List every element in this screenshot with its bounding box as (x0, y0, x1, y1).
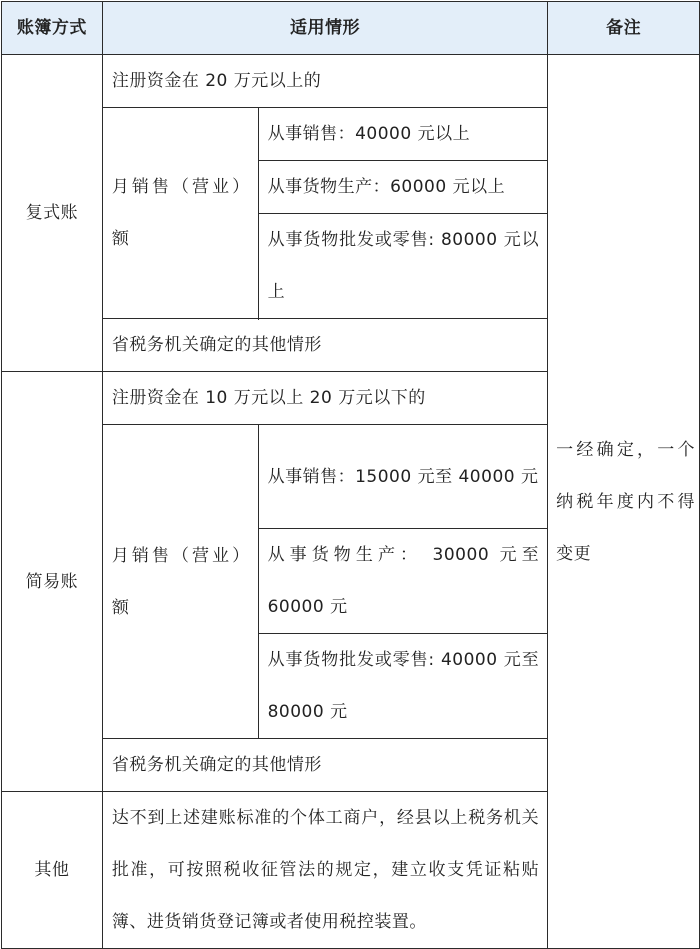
other-label: 其他 (2, 792, 103, 949)
remark-cell: 一经确定，一个纳税年度内不得变更 (548, 55, 700, 949)
header-remark: 备注 (548, 2, 700, 55)
simplified-wholesale-row: 从事货物批发或零售: 40000 元至 80000 元 (258, 634, 548, 739)
simplified-capital: 注册资金在 10 万元以上 20 万元以下的 (102, 372, 547, 425)
simplified-production-row: 从事货物生产： 30000 元至 60000 元 (258, 529, 548, 634)
simplified-sales-label: 月销售（营业）额 (102, 425, 258, 739)
other-text: 达不到上述建账标准的个体工商户，经县以上税务机关批准，可按照税收征管法的规定，建立收支凭证粘贴簿、进货销货登记簿或者使用税控装置。 (102, 792, 547, 949)
simplified-sales-row: 从事销售：15000 元至 40000 元 (258, 425, 548, 529)
double-entry-sales-row: 从事销售：40000 元以上 (258, 108, 548, 161)
header-bookkeeping-method: 账簿方式 (2, 2, 103, 55)
simplified-other: 省税务机关确定的其他情形 (102, 739, 547, 792)
header-row (2, 2, 700, 55)
double-entry-sales-label: 月销售（营业）额 (102, 108, 258, 319)
double-entry-production-row: 从事货物生产：60000 元以上 (258, 161, 548, 214)
header-applicable-situation: 适用情形 (102, 2, 547, 55)
bookkeeping-table (1, 1, 700, 949)
double-entry-wholesale-row: 从事货物批发或零售: 80000 元以上 (258, 214, 548, 319)
simplified-label: 简易账 (2, 372, 103, 792)
double-entry-other: 省税务机关确定的其他情形 (102, 319, 547, 372)
double-entry-capital: 注册资金在 20 万元以上的 (102, 55, 547, 108)
double-entry-label: 复式账 (2, 55, 103, 372)
